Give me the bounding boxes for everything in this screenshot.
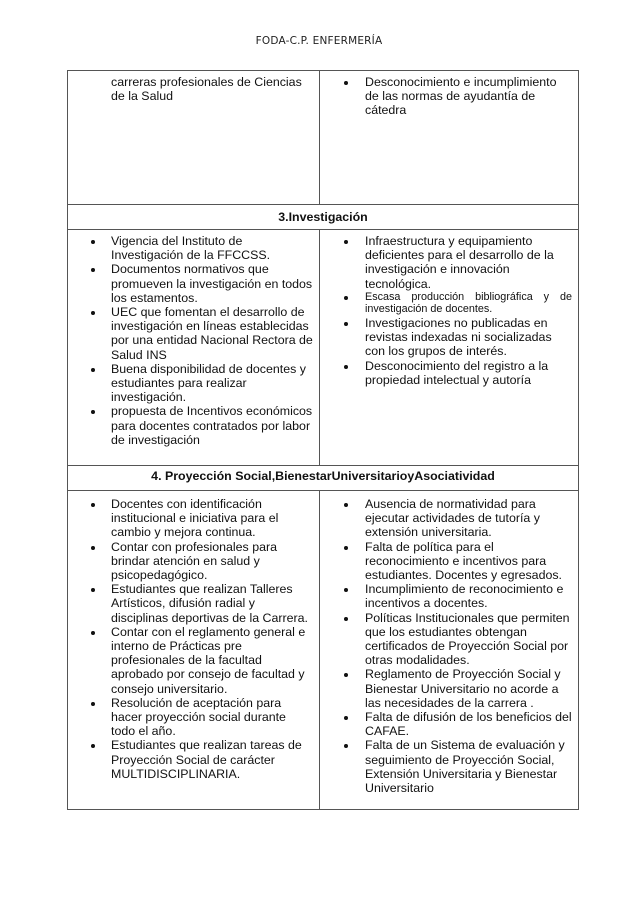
list-item: Contar con profesionales para brindar atención en salud y psicopedagógico. (68, 540, 319, 583)
weaknesses-list (320, 71, 578, 118)
list-item: Resolución de aceptación para hacer proyección social durante todo el año. (68, 696, 319, 739)
strengths-cell (68, 71, 320, 205)
section-row (68, 466, 579, 491)
table-row (68, 71, 579, 205)
list-item: Incumplimiento de reconocimiento e incentivos a docentes. (320, 582, 578, 610)
table-row (68, 230, 579, 466)
strengths-list (68, 230, 319, 447)
section-header-investigacion (68, 205, 579, 230)
table-row (68, 491, 579, 810)
section-title: 4. Proyección Social,BienestarUniversitarioyAsociatividad (151, 469, 495, 483)
list-item: Ausencia de normatividad para ejecutar actividades de tutoría y extensión universitaria. (320, 497, 578, 540)
list-item: Políticas Institucionales que permiten que los estudiantes obtengan certificados de Proyección Social por otras modalidades. (320, 611, 578, 668)
list-item: Estudiantes que realizan Talleres Artísticos, difusión radial y disciplinas deportivas de la Carrera. (68, 582, 319, 625)
list-item: Documentos normativos que promueven la investigación en todos los estamentos. (68, 262, 319, 305)
strengths-list (68, 71, 319, 103)
section-title: 3.Investigación (278, 210, 368, 224)
weaknesses-cell (320, 491, 579, 810)
weaknesses-list (320, 230, 578, 387)
list-item: propuesta de Incentivos económicos para docentes contratados por labor de investigación (68, 404, 319, 447)
list-item: Contar con el reglamento general e interno de Prácticas pre profesionales de la facultad aprobado por consejo de facultad y consejo universitario. (68, 625, 319, 696)
list-item: UEC que fomentan el desarrollo de investigación en líneas establecidas por una entidad Nacional Rectora de Salud INS (68, 305, 319, 362)
section-header-proyeccion-social (68, 466, 579, 491)
section-row (68, 205, 579, 230)
list-item: Desconocimiento del registro a la propiedad intelectual y autoría (320, 359, 578, 387)
strengths-cell (68, 230, 320, 466)
list-item: Estudiantes que realizan tareas de Proyección Social de carácter MULTIDISCIPLINARIA. (68, 738, 319, 781)
list-item: Escasa producción bibliográfica y de investigación de docentes. (320, 291, 578, 316)
weaknesses-cell (320, 71, 579, 205)
list-item: Investigaciones no publicadas en revistas indexadas ni socializadas con los grupos de interés. (320, 316, 578, 359)
foda-table (67, 70, 579, 810)
weaknesses-cell (320, 230, 579, 466)
list-item: Vigencia del Instituto de Investigación de la FFCCSS. (68, 234, 319, 262)
list-item: Falta de política para el reconocimiento e incentivos para estudiantes. Docentes y egresados. (320, 540, 578, 583)
list-item: Buena disponibilidad de docentes y estudiantes para realizar investigación. (68, 362, 319, 405)
list-item: Docentes con identificación institucional e iniciativa para el cambio y mejora continua. (68, 497, 319, 540)
weaknesses-list (320, 491, 578, 795)
page-header: FODA-C.P. ENFERMERÍA (255, 35, 383, 47)
strengths-list (68, 491, 319, 781)
list-item: Falta de difusión de los beneficios del CAFAE. (320, 710, 578, 738)
strengths-cell (68, 491, 320, 810)
list-item: Infraestructura y equipamiento deficientes para el desarrollo de la investigación e innovación tecnológica. (320, 234, 578, 291)
list-item: Desconocimiento e incumplimiento de las normas de ayudantía de cátedra (320, 75, 578, 118)
list-item: Reglamento de Proyección Social y Bienestar Universitario no acorde a las necesidades de la carrera . (320, 667, 578, 710)
list-item: Falta de un Sistema de evaluación y seguimiento de Proyección Social, Extensión Universitaria y Bienestar Universitario (320, 738, 578, 795)
list-item: carreras profesionales de Ciencias de la Salud (111, 75, 302, 104)
